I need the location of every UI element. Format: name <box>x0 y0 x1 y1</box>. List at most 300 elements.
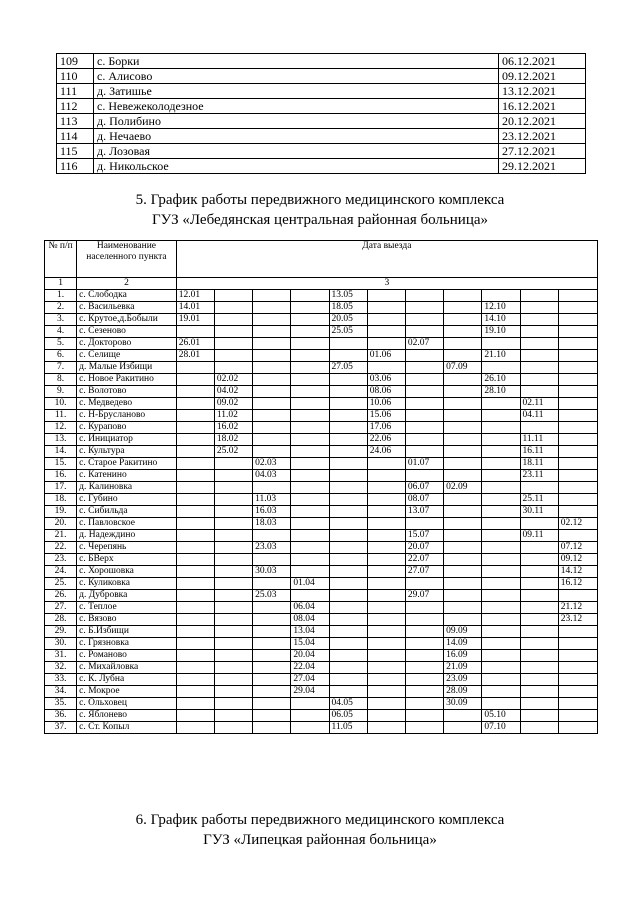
visit-date-cell <box>405 302 443 314</box>
visit-date-cell: 17.06 <box>367 422 405 434</box>
visit-date-cell: 29.04 <box>291 686 329 698</box>
visit-date-cell: 25.02 <box>214 446 252 458</box>
schedule-row <box>45 662 598 674</box>
visit-date-cell: 22.04 <box>291 662 329 674</box>
visit-date-cell: 16.11 <box>520 446 558 458</box>
visit-date-cell <box>520 590 558 602</box>
visit-date-cell <box>520 482 558 494</box>
visit-date-cell <box>444 410 482 422</box>
section-6-title-line2: ГУЗ «Липецкая районная больница» <box>203 832 437 848</box>
visit-date-cell <box>405 650 443 662</box>
visit-date: 09.12.2021 <box>499 69 586 84</box>
visit-date-cell <box>482 338 520 350</box>
settlement-name: с. Васильевка <box>77 302 177 314</box>
visit-date-cell <box>214 338 252 350</box>
visit-date-cell <box>253 290 291 302</box>
row-number: 18. <box>45 494 77 506</box>
visit-date-cell <box>367 698 405 710</box>
visit-date-cell <box>291 722 329 734</box>
visit-date-cell <box>482 578 520 590</box>
schedule-row <box>45 326 598 338</box>
visit-date-cell: 29.07 <box>405 590 443 602</box>
visit-date-cell <box>329 566 367 578</box>
visit-date-cell <box>329 590 367 602</box>
settlement-name: с. Ольховец <box>77 698 177 710</box>
row-number: 5. <box>45 338 77 350</box>
visit-date-cell <box>367 494 405 506</box>
visit-date-cell <box>329 458 367 470</box>
visit-date-cell <box>329 410 367 422</box>
visit-date: 13.12.2021 <box>499 84 586 99</box>
visit-date-cell: 21.10 <box>482 350 520 362</box>
visit-date-cell <box>367 566 405 578</box>
schedule-row <box>45 494 598 506</box>
visit-date-cell <box>482 674 520 686</box>
row-number: 36. <box>45 710 77 722</box>
visit-date-cell <box>214 590 252 602</box>
visit-date-cell <box>405 578 443 590</box>
row-number: 32. <box>45 662 77 674</box>
schedule-row <box>45 722 598 734</box>
visit-date-cell <box>367 614 405 626</box>
visit-date-cell <box>444 302 482 314</box>
row-number: 13. <box>45 434 77 446</box>
visit-date-cell <box>405 698 443 710</box>
visit-date-cell: 23.03 <box>253 542 291 554</box>
visit-date-cell <box>253 434 291 446</box>
row-number: 111 <box>57 84 94 99</box>
row-number: 20. <box>45 518 77 530</box>
settlement-name: с. Борки <box>94 54 499 69</box>
visit-date-cell <box>329 614 367 626</box>
visit-date-cell <box>405 314 443 326</box>
visit-date-cell <box>176 626 214 638</box>
settlement-name: с. Романово <box>77 650 177 662</box>
visit-date-cell <box>444 518 482 530</box>
visit-date-cell: 06.04 <box>291 602 329 614</box>
visit-date-cell <box>482 506 520 518</box>
visit-date-cell <box>176 638 214 650</box>
visit-date-cell <box>444 386 482 398</box>
visit-date-cell <box>520 626 558 638</box>
visit-date-cell <box>291 590 329 602</box>
visit-date-cell <box>329 434 367 446</box>
visit-date-cell <box>253 698 291 710</box>
visit-date-cell <box>291 422 329 434</box>
visit-date-cell <box>558 662 597 674</box>
visit-date-cell <box>444 542 482 554</box>
visit-date-cell: 14.10 <box>482 314 520 326</box>
visit-date-cell <box>176 554 214 566</box>
visit-date-cell: 07.10 <box>482 722 520 734</box>
visit-date-cell <box>253 662 291 674</box>
visit-date-cell <box>444 506 482 518</box>
settlement-name: с. Крутое,д.Бобыли <box>77 314 177 326</box>
visit-date-cell: 25.05 <box>329 326 367 338</box>
schedule-row <box>45 374 598 386</box>
visit-date-cell: 14.12 <box>558 566 597 578</box>
visit-date-cell: 21.09 <box>444 662 482 674</box>
visit-date-cell <box>482 614 520 626</box>
visit-date-cell <box>482 698 520 710</box>
row-number: 23. <box>45 554 77 566</box>
visit-date-cell <box>367 710 405 722</box>
visit-date-cell <box>482 590 520 602</box>
row-number: 33. <box>45 674 77 686</box>
visit-date-cell: 16.12 <box>558 578 597 590</box>
visit-date-cell <box>253 386 291 398</box>
visit-date-cell <box>482 470 520 482</box>
visit-date-cell <box>558 350 597 362</box>
visit-date-cell: 27.05 <box>329 362 367 374</box>
visit-date-cell: 16.02 <box>214 422 252 434</box>
visit-date-cell <box>214 650 252 662</box>
visit-date-cell <box>444 338 482 350</box>
visit-date-cell <box>482 458 520 470</box>
visit-date-cell <box>176 650 214 662</box>
visit-date-cell <box>558 686 597 698</box>
visit-date-cell: 18.03 <box>253 518 291 530</box>
visit-date-cell <box>291 350 329 362</box>
visit-date-cell <box>253 314 291 326</box>
section-5-title-line2: ГУЗ «Лебедянская центральная районная больница» <box>151 212 488 228</box>
visit-date-cell <box>329 578 367 590</box>
visit-date-cell <box>558 422 597 434</box>
visit-date-cell <box>367 530 405 542</box>
visit-date-cell <box>253 350 291 362</box>
schedule-row <box>45 542 598 554</box>
visit-date-cell <box>176 578 214 590</box>
visit-date-cell <box>405 638 443 650</box>
visit-date-cell: 13.05 <box>329 290 367 302</box>
visit-date-cell <box>291 302 329 314</box>
schedule-row <box>45 566 598 578</box>
schedule-row <box>45 386 598 398</box>
schedule-row <box>45 434 598 446</box>
visit-date-cell <box>558 722 597 734</box>
visit-date-cell <box>214 614 252 626</box>
visit-date-cell <box>444 350 482 362</box>
visit-date-cell <box>482 410 520 422</box>
visit-date-cell <box>291 698 329 710</box>
visit-date-cell <box>520 686 558 698</box>
visit-date-cell <box>329 482 367 494</box>
visit-date-cell <box>214 482 252 494</box>
visit-date-cell <box>520 722 558 734</box>
visit-date-cell <box>558 410 597 422</box>
visit-date-cell <box>253 410 291 422</box>
row-number: 14. <box>45 446 77 458</box>
visit-date-cell <box>176 506 214 518</box>
settlement-name: с. Невежеколодезное <box>94 99 499 114</box>
visit-date-cell <box>291 506 329 518</box>
row-number: 17. <box>45 482 77 494</box>
visit-date-cell <box>520 542 558 554</box>
schedule-row <box>45 638 598 650</box>
visit-date-cell <box>520 374 558 386</box>
visit-date-cell: 30.03 <box>253 566 291 578</box>
visit-date-cell <box>520 662 558 674</box>
row-number: 24. <box>45 566 77 578</box>
visit-date-cell <box>444 710 482 722</box>
visit-date-cell <box>253 722 291 734</box>
visit-date-cell: 19.01 <box>176 314 214 326</box>
row-number: 110 <box>57 69 94 84</box>
row-number: 34. <box>45 686 77 698</box>
visit-date-cell <box>253 686 291 698</box>
visit-date-cell <box>176 602 214 614</box>
visit-date-cell: 28.10 <box>482 386 520 398</box>
schedule-row <box>45 626 598 638</box>
settlement-date-table <box>56 53 586 174</box>
visit-date-cell <box>291 494 329 506</box>
section-5-title <box>0 190 640 230</box>
visit-date-cell: 13.07 <box>405 506 443 518</box>
visit-date-cell <box>520 650 558 662</box>
visit-date-cell <box>405 350 443 362</box>
visit-date-cell <box>253 398 291 410</box>
schedule-row <box>45 302 598 314</box>
visit-date-cell <box>176 386 214 398</box>
visit-date-cell: 12.01 <box>176 290 214 302</box>
visit-date-cell <box>367 578 405 590</box>
visit-date: 16.12.2021 <box>499 99 586 114</box>
visit-date-cell <box>214 710 252 722</box>
settlement-name: с. Инициатор <box>77 434 177 446</box>
visit-date-cell <box>253 446 291 458</box>
visit-date-cell <box>214 566 252 578</box>
visit-date-cell <box>482 518 520 530</box>
visit-date-cell: 16.03 <box>253 506 291 518</box>
schedule-row <box>45 590 598 602</box>
visit-date-cell: 02.11 <box>520 398 558 410</box>
visit-date-cell <box>558 458 597 470</box>
visit-date-cell <box>444 566 482 578</box>
visit-date-cell <box>444 458 482 470</box>
settlement-name: с. БВерх <box>77 554 177 566</box>
visit-date-cell <box>253 326 291 338</box>
settlement-name: д. Никольское <box>94 159 499 174</box>
settlement-name: д. Нечаево <box>94 129 499 144</box>
visit-date-cell <box>253 614 291 626</box>
visit-date-cell <box>558 530 597 542</box>
visit-date-cell <box>176 590 214 602</box>
visit-date-cell <box>558 650 597 662</box>
visit-date-cell <box>329 626 367 638</box>
visit-date-cell: 26.10 <box>482 374 520 386</box>
visit-date-cell <box>558 362 597 374</box>
visit-date-cell <box>329 602 367 614</box>
settlement-name: с. Слободка <box>77 290 177 302</box>
visit-date-cell: 09.11 <box>520 530 558 542</box>
table-row <box>57 69 586 84</box>
visit-date-cell <box>405 386 443 398</box>
schedule-row <box>45 518 598 530</box>
visit-date-cell: 06.07 <box>405 482 443 494</box>
visit-date-cell <box>291 710 329 722</box>
visit-date-cell <box>329 386 367 398</box>
visit-date-cell <box>520 362 558 374</box>
row-number: 26. <box>45 590 77 602</box>
visit-date-cell <box>176 470 214 482</box>
visit-date-cell <box>482 554 520 566</box>
visit-date-cell <box>558 386 597 398</box>
visit-date-cell <box>520 698 558 710</box>
visit-date-cell <box>520 710 558 722</box>
visit-date-cell <box>367 326 405 338</box>
settlement-name: с. Сезеново <box>77 326 177 338</box>
visit-date-cell <box>176 674 214 686</box>
visit-date-cell <box>444 422 482 434</box>
visit-date-cell <box>176 482 214 494</box>
settlement-name: с. К. Лубна <box>77 674 177 686</box>
row-number: 113 <box>57 114 94 129</box>
settlement-name: с. Алисово <box>94 69 499 84</box>
visit-date-cell: 14.09 <box>444 638 482 650</box>
row-number: 9. <box>45 386 77 398</box>
visit-date-cell <box>214 686 252 698</box>
visit-date-cell <box>482 566 520 578</box>
visit-date-cell <box>253 374 291 386</box>
visit-date-cell <box>291 338 329 350</box>
visit-date: 06.12.2021 <box>499 54 586 69</box>
visit-date-cell: 11.02 <box>214 410 252 422</box>
visit-date-cell <box>253 578 291 590</box>
visit-date-cell: 23.09 <box>444 674 482 686</box>
visit-date-cell <box>253 302 291 314</box>
colnum-2: 2 <box>77 278 177 290</box>
visit-date-cell <box>520 350 558 362</box>
visit-date-cell: 18.11 <box>520 458 558 470</box>
visit-date-cell <box>482 686 520 698</box>
schedule-row <box>45 422 598 434</box>
visit-date-cell <box>520 518 558 530</box>
schedule-row <box>45 410 598 422</box>
visit-date-cell <box>253 638 291 650</box>
visit-date-cell <box>176 698 214 710</box>
visit-date-cell <box>558 494 597 506</box>
visit-date-cell <box>367 338 405 350</box>
visit-date-cell <box>444 530 482 542</box>
visit-date-cell <box>253 710 291 722</box>
visit-date-cell <box>329 338 367 350</box>
visit-date-cell <box>253 338 291 350</box>
visit-date-cell <box>405 290 443 302</box>
visit-date-cell <box>291 470 329 482</box>
schedule-colnum-row <box>45 278 598 290</box>
visit-date-cell <box>291 398 329 410</box>
visit-date-cell <box>253 362 291 374</box>
visit-date-cell: 02.12 <box>558 518 597 530</box>
visit-date-cell <box>176 434 214 446</box>
visit-date-cell <box>482 626 520 638</box>
visit-date-cell <box>558 302 597 314</box>
row-number: 11. <box>45 410 77 422</box>
visit-date-cell <box>558 482 597 494</box>
schedule-row <box>45 614 598 626</box>
row-number: 112 <box>57 99 94 114</box>
visit-date-cell <box>329 422 367 434</box>
visit-date-cell <box>176 326 214 338</box>
visit-date-cell <box>558 446 597 458</box>
visit-date-cell <box>482 602 520 614</box>
visit-date-cell <box>520 614 558 626</box>
visit-date-cell <box>214 722 252 734</box>
visit-date-cell: 20.04 <box>291 650 329 662</box>
visit-date: 23.12.2021 <box>499 129 586 144</box>
visit-date-cell <box>329 374 367 386</box>
visit-date-cell <box>558 398 597 410</box>
visit-date-cell <box>176 494 214 506</box>
visit-date-cell <box>176 458 214 470</box>
visit-date-cell <box>482 446 520 458</box>
visit-date-cell <box>253 674 291 686</box>
schedule-row <box>45 398 598 410</box>
visit-date-cell <box>214 518 252 530</box>
row-number: 16. <box>45 470 77 482</box>
visit-date-cell: 24.06 <box>367 446 405 458</box>
visit-date-cell <box>444 446 482 458</box>
schedule-row <box>45 458 598 470</box>
row-number: 2. <box>45 302 77 314</box>
visit-date-cell: 23.11 <box>520 470 558 482</box>
settlement-name: с. Михайловка <box>77 662 177 674</box>
visit-date-cell <box>329 530 367 542</box>
visit-date-cell <box>444 290 482 302</box>
visit-date-cell <box>444 590 482 602</box>
visit-date-cell <box>367 482 405 494</box>
visit-date-cell <box>291 566 329 578</box>
schedule-header-row <box>45 241 598 278</box>
visit-date-cell <box>176 686 214 698</box>
visit-date-cell <box>253 530 291 542</box>
schedule-row <box>45 290 598 302</box>
visit-date-cell: 25.03 <box>253 590 291 602</box>
visit-date-cell <box>444 374 482 386</box>
settlement-name: с. Б.Избищи <box>77 626 177 638</box>
visit-date-cell <box>444 314 482 326</box>
row-number: 114 <box>57 129 94 144</box>
visit-date-cell <box>214 530 252 542</box>
visit-date-cell <box>482 650 520 662</box>
visit-date-cell: 15.07 <box>405 530 443 542</box>
visit-date-cell <box>482 638 520 650</box>
visit-date-cell <box>405 362 443 374</box>
visit-date-cell <box>214 350 252 362</box>
settlement-name: с. Медведево <box>77 398 177 410</box>
settlement-name: с. Сибильда <box>77 506 177 518</box>
row-number: 3. <box>45 314 77 326</box>
visit-date-cell <box>291 458 329 470</box>
row-number: 19. <box>45 506 77 518</box>
visit-date-cell: 01.07 <box>405 458 443 470</box>
visit-date-cell <box>367 626 405 638</box>
visit-date-cell <box>329 470 367 482</box>
visit-date-cell: 30.11 <box>520 506 558 518</box>
visit-date-cell: 09.02 <box>214 398 252 410</box>
visit-date-cell <box>253 554 291 566</box>
visit-date-cell <box>367 650 405 662</box>
visit-date-cell <box>405 602 443 614</box>
schedule-row <box>45 686 598 698</box>
visit-date-cell: 22.07 <box>405 554 443 566</box>
visit-date: 20.12.2021 <box>499 114 586 129</box>
visit-date-cell <box>214 506 252 518</box>
settlement-name: с. Волотово <box>77 386 177 398</box>
visit-date-cell <box>176 362 214 374</box>
visit-date-cell <box>367 686 405 698</box>
visit-date-cell: 19.10 <box>482 326 520 338</box>
